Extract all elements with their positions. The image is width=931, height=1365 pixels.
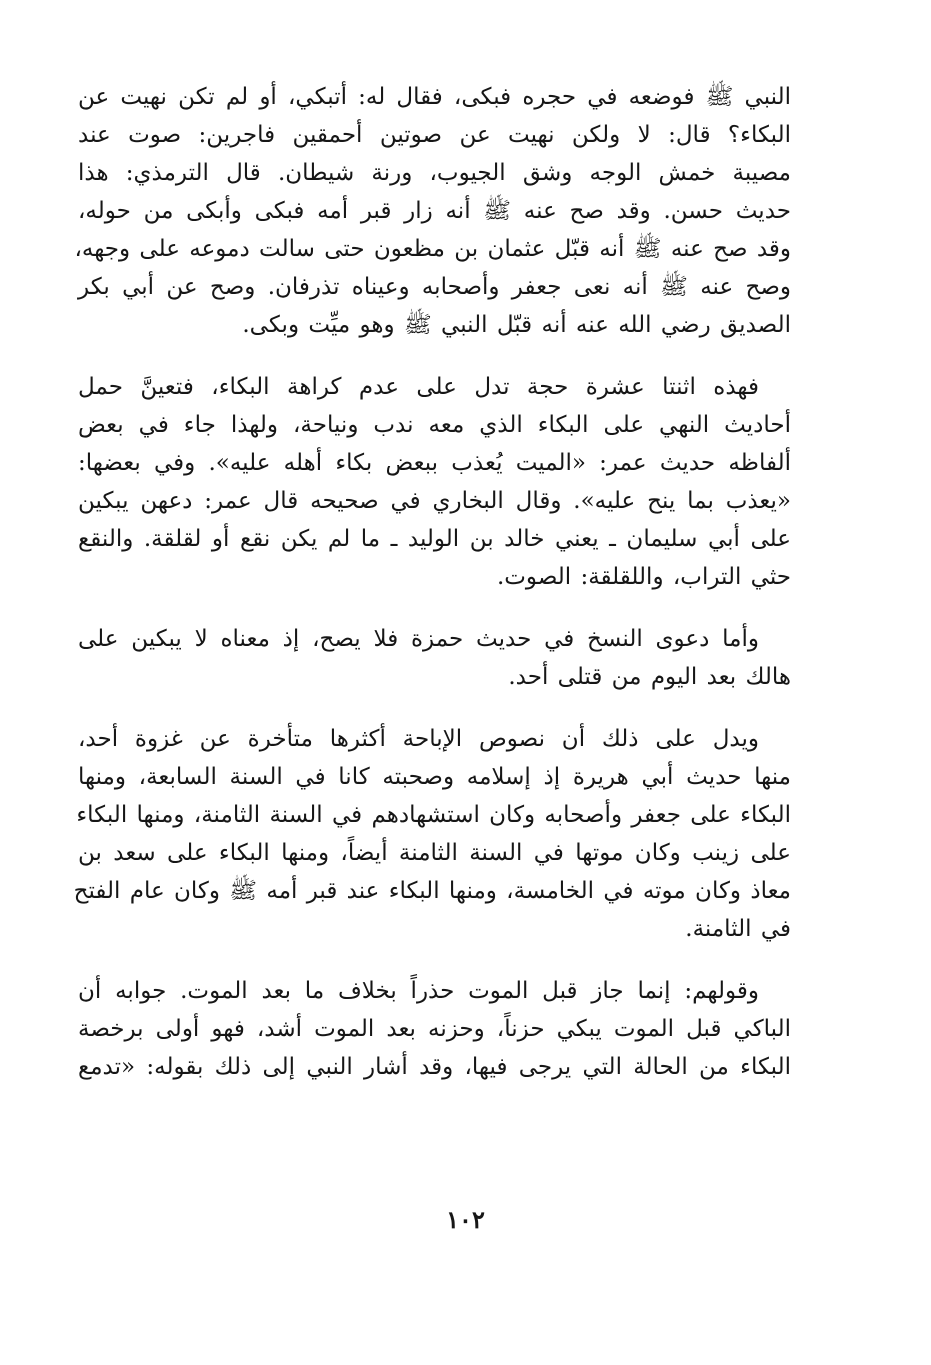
text-line: الباكي قبل الموت يبكي حزناً، وحزنه بعد الموت أشد، فهو أولى برخصة [78, 1016, 791, 1042]
text-line: وصح عنه ﷺ أنه نعى جعفر وأصحابه وعيناه تذرفان. وصح عن أبي بكر [78, 274, 791, 300]
paragraph-4 [73, 720, 791, 948]
text-line: فهذه اثنتا عشرة حجة تدل على عدم كراهة البكاء، فتعينَّ حمل [78, 374, 759, 400]
text-line: ألفاظه حديث عمر: «الميت يُعذب ببعض بكاء أهله عليه». وفي بعضها: [78, 450, 791, 476]
text-line: «يعذب بما ينح عليه». وقال البخاري في صحيحه قال عمر: دعهن يبكين [78, 488, 791, 514]
text-line: وقد صح عنه ﷺ أنه قبّل عثمان بن مظعون حتى سالت دموعه على وجهه، [74, 236, 791, 262]
paragraph-5 [78, 972, 791, 1086]
paragraph-1 [74, 78, 791, 344]
document-page [73, 78, 791, 1086]
text-line: على أبي سليمان ـ يعني خالد بن الوليد ـ ما لم يكن نقع أو لقلقة. والنقع [78, 526, 791, 552]
text-line: وأما دعوى النسخ في حديث حمزة فلا يصح، إذ معناه لا يبكين على [78, 626, 759, 652]
paragraph-2 [78, 368, 791, 596]
text-line: في الثامنة. [685, 916, 791, 942]
paragraph-3 [78, 620, 791, 696]
text-line: وقولهم: إنما جاز قبل الموت حذراً بخلاف ما بعد الموت. جوابه أن [78, 978, 759, 1004]
text-line: حثي التراب، واللقلقة: الصوت. [496, 564, 791, 590]
text-line: هالك بعد اليوم من قتلى أحد. [508, 664, 791, 690]
text-line: ويدل على ذلك أن نصوص الإباحة أكثرها متأخرة عن غزوة أحد، [78, 726, 759, 752]
page-number: ١٠٢ [446, 1205, 485, 1234]
text-line: الصديق رضي الله عنه أنه قبّل النبي ﷺ وهو ميِّت وبكى. [242, 312, 791, 338]
text-line: البكاء على جعفر وأصحابه وكان استشهادهم في السنة الثامنة، ومنها البكاء [76, 802, 791, 828]
text-line: معاذ وكان موته في الخامسة، ومنها البكاء عند قبر أمه ﷺ وكان عام الفتح [73, 878, 791, 904]
text-line: البكاء من الحالة التي يرجى فيها، وقد أشار النبي إلى ذلك بقوله: «تدمع [78, 1054, 791, 1080]
text-line: حديث حسن. وقد صح عنه ﷺ أنه زار قبر أمه فبكى وأبكى من حوله، [78, 198, 791, 224]
text-line: البكاء؟ قال: لا ولكن نهيت عن صوتين أحمقين فاجرين: صوت عند [78, 122, 791, 148]
text-line: مصيبة خمش الوجه وشق الجيوب، ورنة شيطان. قال الترمذي: هذا [78, 160, 791, 186]
text-line: على زينب وكان موتها في السنة الثامنة أيضاً، ومنها البكاء على سعد بن [78, 840, 791, 866]
text-line: أحاديث النهي على البكاء الذي معه ندب ونياحة، ولهذا جاء في بعض [78, 412, 791, 438]
text-line: النبي ﷺ فوضعه في حجره فبكى، فقال له: أتبكي، أو لم تكن نهيت عن [78, 84, 791, 110]
text-line: منها حديث أبي هريرة إذ إسلامه وصحبته كانا في السنة السابعة، ومنها [78, 764, 791, 790]
